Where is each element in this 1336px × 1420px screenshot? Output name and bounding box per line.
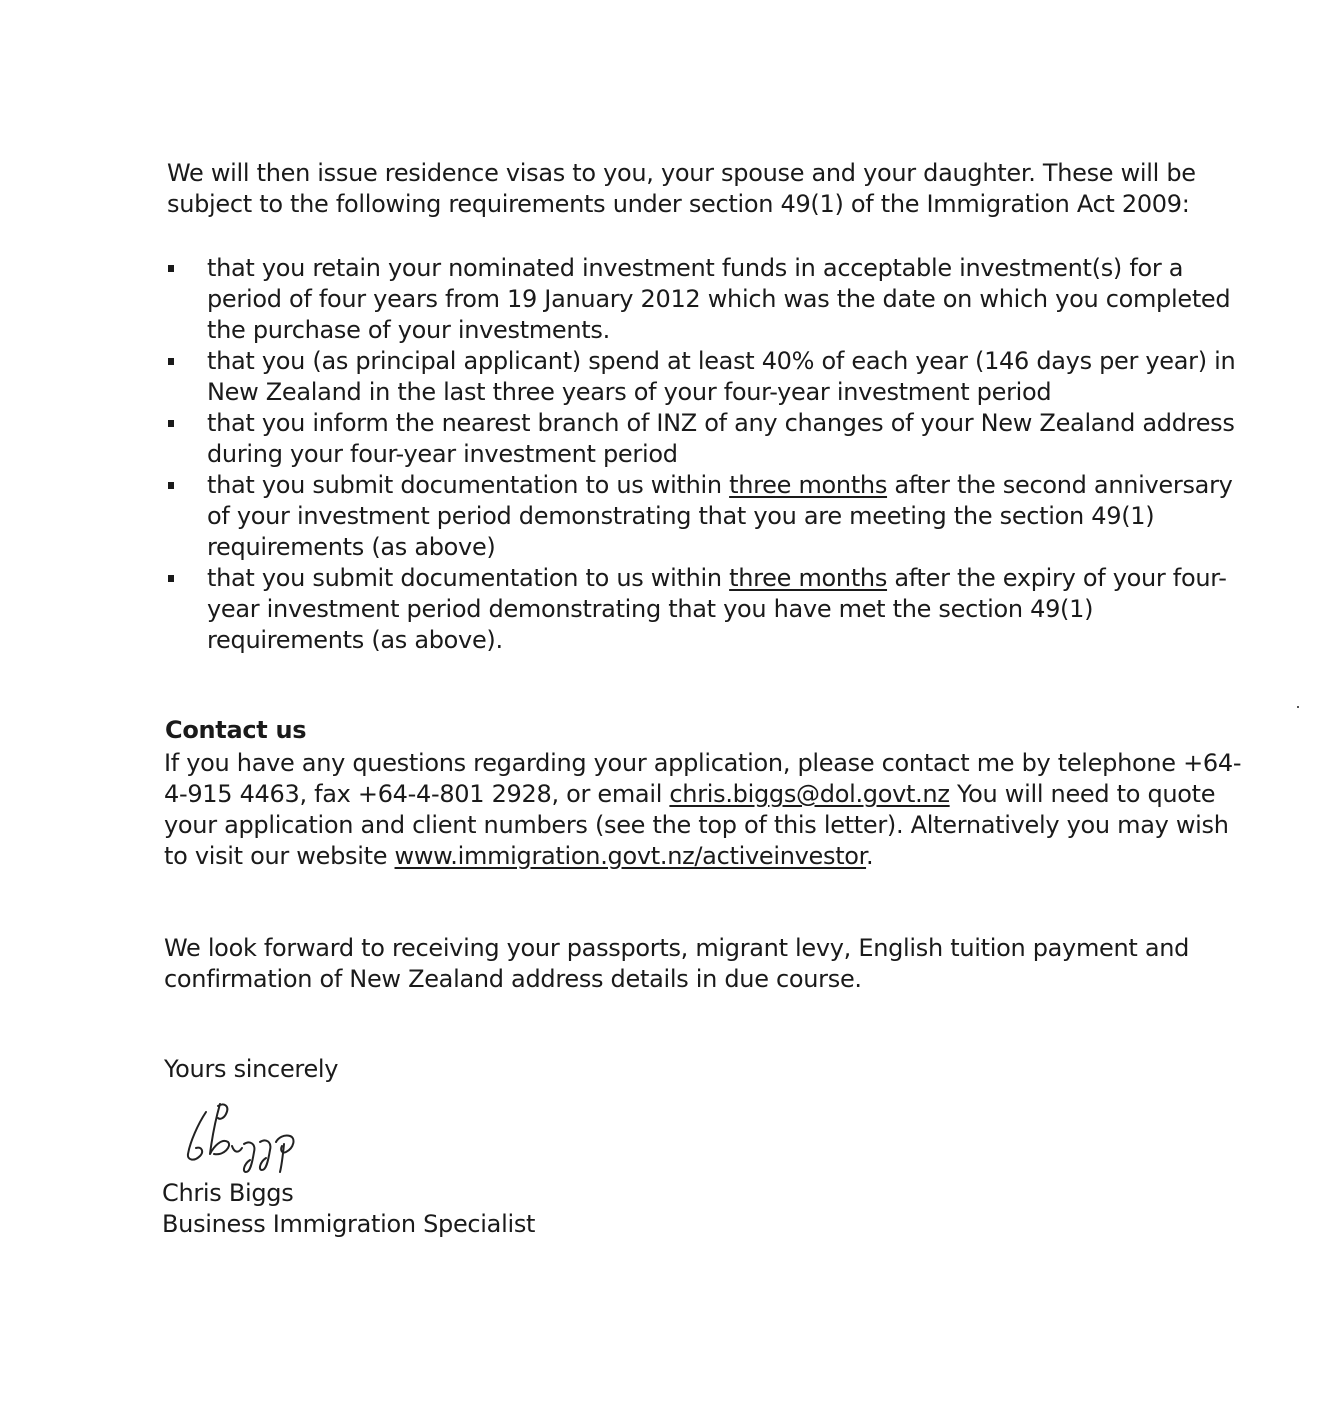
salutation: Yours sincerely [164, 1055, 339, 1083]
bullet-icon [168, 575, 174, 582]
requirement-text-end: after the expiry of your four-year investment period demonstrating that you have met the section 49(1) requirements (as above). [207, 564, 1227, 654]
requirement-text: that you (as principal applicant) spend at least 40% of each year (146 days per year) in New Zealand in the last three years of your four-year investment period [207, 347, 1236, 406]
list-item [165, 563, 1245, 656]
contact-heading: Contact us [165, 716, 307, 744]
bullet-icon [168, 420, 174, 427]
intro-paragraph: We will then issue residence visas to you, your spouse and your daughter. These will be subject to the following requirements under section 49(1) of the Immigration Act 2009: [167, 159, 1196, 218]
website-link[interactable]: www.immigration.govt.nz/activeinvestor [394, 842, 867, 870]
underlined-deadline: three months [729, 564, 888, 592]
contact-text-1: If you have any questions regarding your application, please contact me by telephone +64-4-915 4463, fax +64-4-801 2928, or email [164, 749, 1242, 808]
signatory-name: Chris Biggs [162, 1179, 294, 1207]
requirements-list [165, 253, 1245, 656]
requirement-text-start: that you submit documentation to us within [207, 564, 730, 592]
closing-paragraph: We look forward to receiving your passports, migrant levy, English tuition payment and confirmation of New Zealand address details in due course. [164, 934, 1190, 993]
requirement-text-end: after the second anniversary of your investment period demonstrating that you are meeting the section 49(1) requirements (as above) [207, 471, 1233, 561]
list-item [165, 470, 1245, 563]
contact-paragraph [164, 748, 1244, 872]
list-item [165, 408, 1245, 470]
contact-text-3: . [866, 842, 874, 870]
requirement-text-start: that you submit documentation to us within [207, 471, 730, 499]
list-item [165, 346, 1245, 408]
list-item [165, 253, 1245, 346]
underlined-deadline: three months [729, 471, 888, 499]
email-link[interactable]: chris.biggs@dol.govt.nz [669, 780, 950, 808]
requirement-text: that you retain your nominated investment funds in acceptable investment(s) for a period of four years from 19 January 2012 which was the date on which you completed the purchase of your investments. [207, 254, 1231, 344]
bullet-icon [168, 358, 174, 365]
bullet-icon [168, 482, 174, 489]
handwritten-signature [180, 1098, 310, 1178]
scan-speck [1297, 706, 1299, 708]
signatory-title: Business Immigration Specialist [162, 1210, 536, 1238]
requirement-text: that you inform the nearest branch of INZ of any changes of your New Zealand address during your four-year investment period [207, 409, 1235, 468]
contact-text-2: You will need to quote your application and client numbers (see the top of this letter). Alternatively you may wish to visit our website [164, 780, 1229, 870]
bullet-icon [168, 265, 174, 272]
